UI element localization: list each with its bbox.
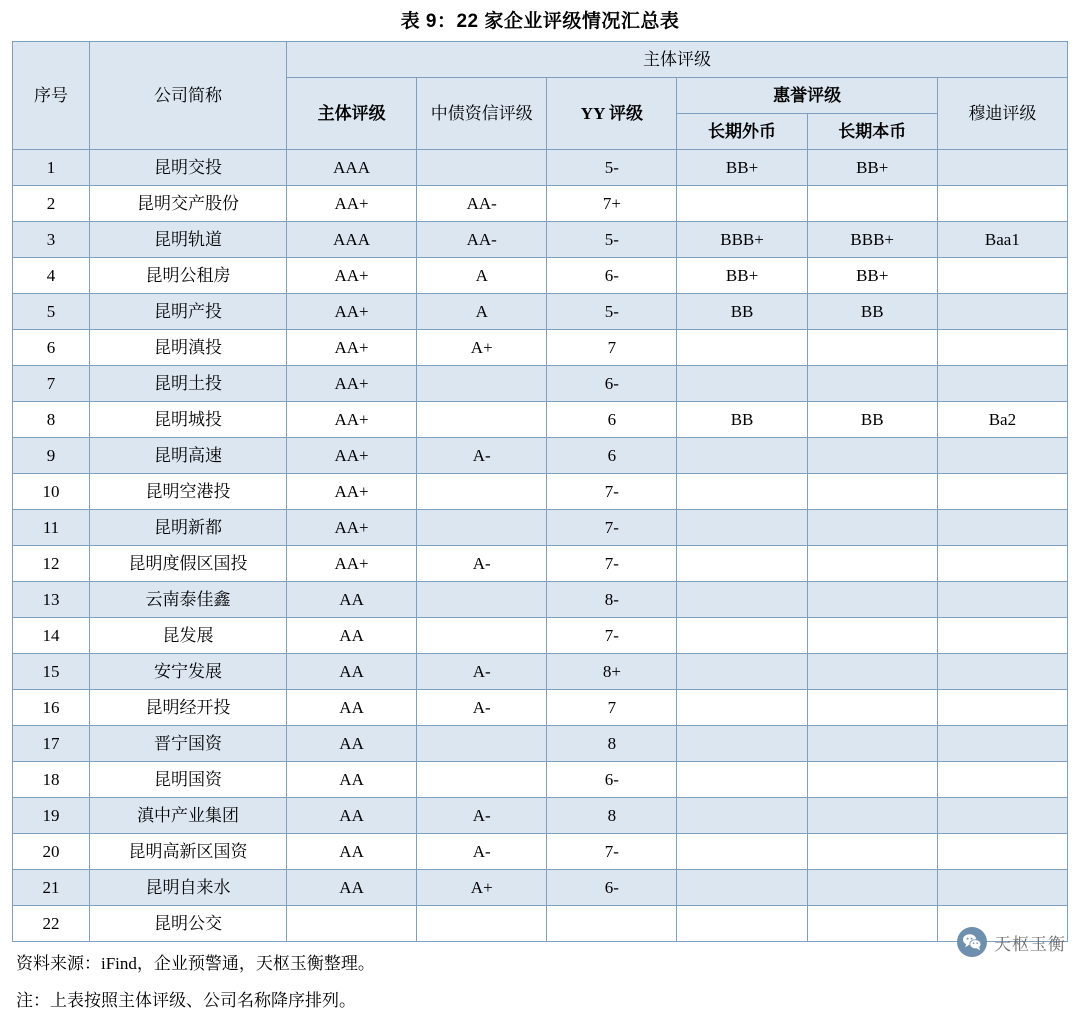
cell-company: 昆明新都 bbox=[90, 510, 287, 546]
table-row bbox=[13, 294, 1068, 330]
cell-yy: 7 bbox=[547, 690, 677, 726]
col-header-zhongzhai: 中债资信评级 bbox=[417, 78, 547, 150]
cell-yy: 7- bbox=[547, 510, 677, 546]
cell-fitch-foreign: BB+ bbox=[677, 150, 807, 186]
table-row bbox=[13, 798, 1068, 834]
cell-company: 昆明轨道 bbox=[90, 222, 287, 258]
cell-moody bbox=[937, 330, 1067, 366]
table-row bbox=[13, 834, 1068, 870]
cell-fitch-foreign bbox=[677, 510, 807, 546]
col-header-index: 序号 bbox=[13, 42, 90, 150]
cell-yy: 6- bbox=[547, 870, 677, 906]
cell-yy: 6- bbox=[547, 762, 677, 798]
table-row bbox=[13, 654, 1068, 690]
cell-zhongzhai: A+ bbox=[417, 870, 547, 906]
cell-fitch-local bbox=[807, 510, 937, 546]
cell-fitch-foreign: BB bbox=[677, 294, 807, 330]
table-row bbox=[13, 402, 1068, 438]
cell-fitch-foreign bbox=[677, 366, 807, 402]
cell-zhongzhai bbox=[417, 726, 547, 762]
cell-index: 20 bbox=[13, 834, 90, 870]
cell-moody bbox=[937, 870, 1067, 906]
cell-fitch-foreign bbox=[677, 834, 807, 870]
cell-fitch-local bbox=[807, 870, 937, 906]
cell-fitch-local bbox=[807, 654, 937, 690]
cell-yy: 6 bbox=[547, 438, 677, 474]
cell-fitch-local bbox=[807, 582, 937, 618]
cell-fitch-local bbox=[807, 186, 937, 222]
cell-moody bbox=[937, 690, 1067, 726]
col-header-fitch-foreign: 长期外币 bbox=[677, 114, 807, 150]
cell-moody bbox=[937, 186, 1067, 222]
cell-company: 昆明公租房 bbox=[90, 258, 287, 294]
cell-main-rating: AA+ bbox=[287, 258, 417, 294]
table-row bbox=[13, 438, 1068, 474]
cell-yy: 7 bbox=[547, 330, 677, 366]
cell-yy: 8- bbox=[547, 582, 677, 618]
cell-moody bbox=[937, 294, 1067, 330]
table-row bbox=[13, 690, 1068, 726]
cell-fitch-local bbox=[807, 330, 937, 366]
cell-fitch-local bbox=[807, 366, 937, 402]
cell-main-rating: AA+ bbox=[287, 186, 417, 222]
cell-company: 昆明自来水 bbox=[90, 870, 287, 906]
footer-note: 注：上表按照主体评级、公司名称降序排列。 bbox=[16, 991, 356, 1010]
cell-main-rating: AA bbox=[287, 762, 417, 798]
cell-index: 16 bbox=[13, 690, 90, 726]
cell-moody bbox=[937, 258, 1067, 294]
table-row bbox=[13, 546, 1068, 582]
cell-zhongzhai bbox=[417, 402, 547, 438]
cell-fitch-foreign bbox=[677, 546, 807, 582]
cell-fitch-foreign bbox=[677, 762, 807, 798]
col-header-yy: YY 评级 bbox=[547, 78, 677, 150]
cell-moody bbox=[937, 150, 1067, 186]
cell-fitch-local bbox=[807, 618, 937, 654]
cell-fitch-local: BBB+ bbox=[807, 222, 937, 258]
cell-main-rating: AA+ bbox=[287, 510, 417, 546]
cell-fitch-local bbox=[807, 474, 937, 510]
cell-zhongzhai: A bbox=[417, 258, 547, 294]
cell-index: 2 bbox=[13, 186, 90, 222]
col-header-moody: 穆迪评级 bbox=[937, 78, 1067, 150]
cell-yy: 8 bbox=[547, 726, 677, 762]
cell-main-rating: AA bbox=[287, 690, 417, 726]
cell-main-rating: AA bbox=[287, 834, 417, 870]
cell-zhongzhai: A- bbox=[417, 798, 547, 834]
cell-company: 昆明交产股份 bbox=[90, 186, 287, 222]
cell-moody bbox=[937, 366, 1067, 402]
cell-moody bbox=[937, 798, 1067, 834]
cell-index: 14 bbox=[13, 618, 90, 654]
cell-main-rating: AA bbox=[287, 726, 417, 762]
wechat-icon bbox=[957, 927, 987, 957]
cell-fitch-local: BB bbox=[807, 402, 937, 438]
cell-fitch-local bbox=[807, 690, 937, 726]
cell-fitch-local: BB bbox=[807, 294, 937, 330]
cell-fitch-foreign bbox=[677, 618, 807, 654]
cell-yy: 5- bbox=[547, 222, 677, 258]
ratings-table bbox=[12, 41, 1068, 942]
table-row bbox=[13, 330, 1068, 366]
table-row bbox=[13, 150, 1068, 186]
cell-yy: 5- bbox=[547, 150, 677, 186]
header-row-1 bbox=[13, 42, 1068, 78]
cell-company: 昆明公交 bbox=[90, 906, 287, 942]
cell-index: 7 bbox=[13, 366, 90, 402]
cell-index: 18 bbox=[13, 762, 90, 798]
table-row bbox=[13, 186, 1068, 222]
cell-zhongzhai bbox=[417, 366, 547, 402]
cell-fitch-foreign bbox=[677, 726, 807, 762]
table-row bbox=[13, 870, 1068, 906]
cell-zhongzhai: A- bbox=[417, 438, 547, 474]
cell-fitch-foreign bbox=[677, 798, 807, 834]
cell-company: 昆明城投 bbox=[90, 402, 287, 438]
cell-main-rating bbox=[287, 906, 417, 942]
col-header-main-rating: 主体评级 bbox=[287, 78, 417, 150]
cell-index: 1 bbox=[13, 150, 90, 186]
cell-fitch-foreign bbox=[677, 582, 807, 618]
cell-zhongzhai: A+ bbox=[417, 330, 547, 366]
cell-yy: 6 bbox=[547, 402, 677, 438]
cell-company: 昆明产投 bbox=[90, 294, 287, 330]
cell-moody bbox=[937, 762, 1067, 798]
col-header-company: 公司简称 bbox=[90, 42, 287, 150]
cell-company: 滇中产业集团 bbox=[90, 798, 287, 834]
cell-index: 13 bbox=[13, 582, 90, 618]
cell-index: 6 bbox=[13, 330, 90, 366]
cell-company: 昆明交投 bbox=[90, 150, 287, 186]
cell-moody bbox=[937, 582, 1067, 618]
cell-company: 昆明滇投 bbox=[90, 330, 287, 366]
table-row bbox=[13, 474, 1068, 510]
cell-yy: 8+ bbox=[547, 654, 677, 690]
watermark bbox=[957, 927, 1066, 957]
cell-index: 15 bbox=[13, 654, 90, 690]
cell-moody bbox=[937, 654, 1067, 690]
cell-moody bbox=[937, 474, 1067, 510]
cell-company: 云南泰佳鑫 bbox=[90, 582, 287, 618]
cell-fitch-foreign bbox=[677, 186, 807, 222]
cell-fitch-local bbox=[807, 834, 937, 870]
cell-index: 3 bbox=[13, 222, 90, 258]
cell-index: 11 bbox=[13, 510, 90, 546]
cell-main-rating: AA+ bbox=[287, 366, 417, 402]
cell-fitch-foreign bbox=[677, 654, 807, 690]
table-row bbox=[13, 582, 1068, 618]
cell-company: 昆明度假区国投 bbox=[90, 546, 287, 582]
table-header bbox=[13, 42, 1068, 150]
cell-fitch-foreign bbox=[677, 438, 807, 474]
table-row bbox=[13, 258, 1068, 294]
watermark-label: 天枢玉衡 bbox=[994, 934, 1066, 954]
cell-yy: 7- bbox=[547, 474, 677, 510]
cell-zhongzhai bbox=[417, 906, 547, 942]
cell-moody bbox=[937, 546, 1067, 582]
cell-index: 12 bbox=[13, 546, 90, 582]
col-header-fitch-local: 长期本币 bbox=[807, 114, 937, 150]
cell-fitch-local bbox=[807, 546, 937, 582]
cell-moody bbox=[937, 438, 1067, 474]
cell-yy bbox=[547, 906, 677, 942]
cell-moody: Baa1 bbox=[937, 222, 1067, 258]
cell-company: 昆明国资 bbox=[90, 762, 287, 798]
cell-yy: 7- bbox=[547, 618, 677, 654]
cell-yy: 7- bbox=[547, 546, 677, 582]
cell-zhongzhai bbox=[417, 582, 547, 618]
table-row bbox=[13, 366, 1068, 402]
cell-zhongzhai: A- bbox=[417, 546, 547, 582]
cell-company: 昆明高速 bbox=[90, 438, 287, 474]
cell-zhongzhai: A- bbox=[417, 834, 547, 870]
cell-yy: 8 bbox=[547, 798, 677, 834]
cell-zhongzhai: AA- bbox=[417, 186, 547, 222]
cell-main-rating: AA+ bbox=[287, 474, 417, 510]
cell-moody bbox=[937, 510, 1067, 546]
cell-zhongzhai bbox=[417, 762, 547, 798]
table-row bbox=[13, 726, 1068, 762]
cell-index: 22 bbox=[13, 906, 90, 942]
table-row bbox=[13, 510, 1068, 546]
cell-zhongzhai: A- bbox=[417, 690, 547, 726]
cell-main-rating: AAA bbox=[287, 150, 417, 186]
cell-moody bbox=[937, 726, 1067, 762]
cell-main-rating: AA bbox=[287, 654, 417, 690]
cell-moody: Ba2 bbox=[937, 402, 1067, 438]
cell-main-rating: AA+ bbox=[287, 330, 417, 366]
cell-company: 昆发展 bbox=[90, 618, 287, 654]
cell-fitch-foreign bbox=[677, 474, 807, 510]
table-body bbox=[13, 150, 1068, 942]
cell-fitch-local bbox=[807, 726, 937, 762]
cell-yy: 7+ bbox=[547, 186, 677, 222]
cell-yy: 6- bbox=[547, 366, 677, 402]
cell-index: 9 bbox=[13, 438, 90, 474]
cell-moody bbox=[937, 834, 1067, 870]
cell-company: 昆明高新区国资 bbox=[90, 834, 287, 870]
cell-fitch-foreign bbox=[677, 906, 807, 942]
cell-zhongzhai: A bbox=[417, 294, 547, 330]
cell-moody bbox=[937, 618, 1067, 654]
col-group-fitch: 惠誉评级 bbox=[677, 78, 937, 114]
table-row bbox=[13, 906, 1068, 942]
cell-company: 昆明空港投 bbox=[90, 474, 287, 510]
cell-yy: 5- bbox=[547, 294, 677, 330]
cell-index: 17 bbox=[13, 726, 90, 762]
cell-yy: 7- bbox=[547, 834, 677, 870]
cell-zhongzhai: AA- bbox=[417, 222, 547, 258]
cell-fitch-local bbox=[807, 762, 937, 798]
cell-main-rating: AAA bbox=[287, 222, 417, 258]
table-row bbox=[13, 222, 1068, 258]
cell-fitch-foreign: BBB+ bbox=[677, 222, 807, 258]
cell-zhongzhai bbox=[417, 618, 547, 654]
cell-index: 10 bbox=[13, 474, 90, 510]
cell-main-rating: AA bbox=[287, 618, 417, 654]
cell-fitch-local: BB+ bbox=[807, 258, 937, 294]
cell-main-rating: AA bbox=[287, 798, 417, 834]
page-title: 表 9：22 家企业评级情况汇总表 bbox=[400, 11, 680, 32]
cell-zhongzhai bbox=[417, 510, 547, 546]
cell-company: 安宁发展 bbox=[90, 654, 287, 690]
cell-fitch-local bbox=[807, 906, 937, 942]
cell-main-rating: AA+ bbox=[287, 294, 417, 330]
cell-main-rating: AA bbox=[287, 582, 417, 618]
cell-index: 21 bbox=[13, 870, 90, 906]
cell-index: 4 bbox=[13, 258, 90, 294]
table-row bbox=[13, 762, 1068, 798]
cell-zhongzhai bbox=[417, 474, 547, 510]
cell-fitch-local bbox=[807, 438, 937, 474]
cell-yy: 6- bbox=[547, 258, 677, 294]
table-row bbox=[13, 618, 1068, 654]
col-group-main-rating: 主体评级 bbox=[287, 42, 1068, 78]
cell-index: 8 bbox=[13, 402, 90, 438]
cell-zhongzhai bbox=[417, 150, 547, 186]
cell-fitch-foreign bbox=[677, 870, 807, 906]
cell-main-rating: AA+ bbox=[287, 402, 417, 438]
cell-company: 昆明经开投 bbox=[90, 690, 287, 726]
cell-main-rating: AA+ bbox=[287, 438, 417, 474]
cell-fitch-foreign bbox=[677, 330, 807, 366]
cell-main-rating: AA bbox=[287, 870, 417, 906]
cell-index: 19 bbox=[13, 798, 90, 834]
cell-company: 晋宁国资 bbox=[90, 726, 287, 762]
cell-fitch-local: BB+ bbox=[807, 150, 937, 186]
cell-main-rating: AA+ bbox=[287, 546, 417, 582]
cell-zhongzhai: A- bbox=[417, 654, 547, 690]
source-note: 资料来源：iFind，企业预警通，天枢玉衡整理。 bbox=[16, 954, 375, 973]
cell-fitch-local bbox=[807, 798, 937, 834]
cell-fitch-foreign bbox=[677, 690, 807, 726]
cell-company: 昆明土投 bbox=[90, 366, 287, 402]
cell-fitch-foreign: BB+ bbox=[677, 258, 807, 294]
cell-fitch-foreign: BB bbox=[677, 402, 807, 438]
cell-index: 5 bbox=[13, 294, 90, 330]
